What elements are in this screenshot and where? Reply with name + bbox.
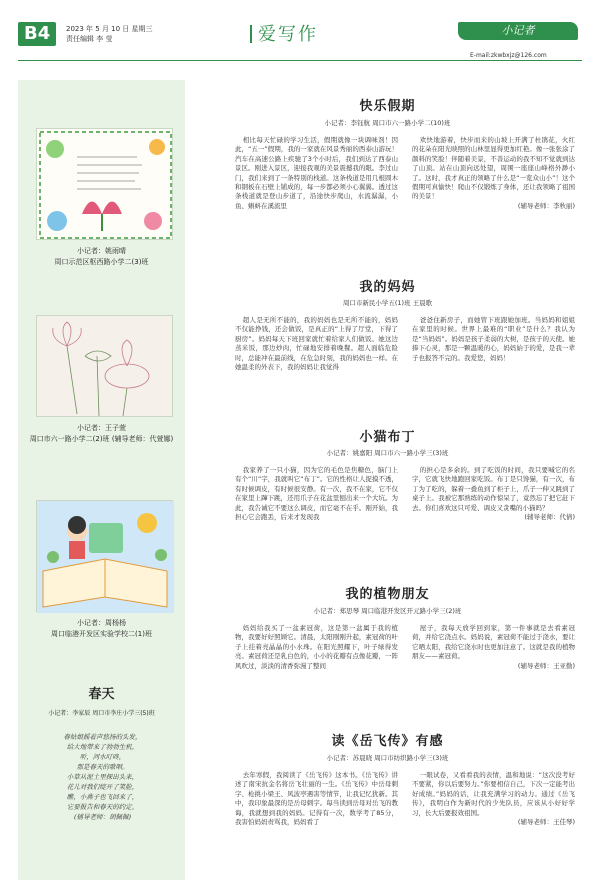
poem-line: 花儿对我们绽开了笑脸， bbox=[66, 783, 139, 791]
article-column: 我家养了一只小猫，因为它的毛色是焦糖色，脑门上有个“川”字，我就叫它“布丁”。它的性格让人捉摸不透，有时候调皮，有时候很安静。有一次，我不在家，它不仅在家里上蹿下跳，还用爪子在花盆里刨出来一个大坑。为此，我告诫它不要这么调皮，而它毫不在乎。刚开始，我担心它会跑丢，后来才发现我 bbox=[235, 466, 398, 522]
article-column: 相比每天忙碌的学习生活，假期就像一块调味剂！因此，“五一”假期，我的一家就在风景秀丽的西泰山游玩！汽车在高速公路上疾驰了3个小时后，我们到达了西泰山景区。刚进入景区，迎接我观的美景震撼我的眼。李过山门，我们来到了一条特别的栈道。这条栈道是用几根圆木和钢板在石壁上铺成的，每一步都必须小心翼翼。透过这条栈道就是登山步道了，沿途快步爬山，水流潺潺，小鱼、蝌蚪在溪流里 bbox=[235, 136, 398, 210]
contact-email: E-mail:zkwbxjz@126.com bbox=[470, 52, 547, 59]
article-teacher: (辅导老师：王亚勤) bbox=[517, 661, 575, 670]
lotus-sketch-art bbox=[37, 316, 174, 418]
poem-line: 给大地带来了勃勃生机。 bbox=[66, 743, 139, 751]
section-title-text: 爱写作 bbox=[258, 24, 318, 45]
book-poster-art bbox=[37, 501, 174, 613]
drawing-card-art bbox=[37, 129, 174, 241]
issue-date: 2023 年 5 月 10 日 星期三 bbox=[66, 25, 153, 33]
page-label: B4 bbox=[18, 22, 56, 46]
article-text: 欢快地游着，快步而来的山坡上开满了杜鹃花，火红的花朵在阳光映照的山林里显得更加红艳。像一张张涂了颜料的笑脸！伴随着美景，不善运动的我不知不觉就到达了山顶。站在山顶向远处望，周围一座座山峰格外渺小了。这时，我才真正的领略了什么是“一览众山小”！这个假期可真愉快！爬山不仅锻炼了身体，还让我领略了祖国的美景！ bbox=[412, 136, 575, 201]
poem-line: 春姑娘摇着声悠扬的头发， bbox=[63, 733, 142, 741]
article-body bbox=[235, 136, 575, 266]
poem-body bbox=[40, 732, 165, 822]
poem-title: 春天 bbox=[88, 687, 115, 702]
article-teacher: (辅导老师：代倩) bbox=[524, 513, 575, 522]
article-byline: 小记者：李钰航 周口市六一路小学二(10)班 bbox=[324, 119, 451, 127]
editor-line: 责任编辑 李 莹 bbox=[66, 35, 113, 43]
article-column bbox=[412, 466, 575, 572]
article-body bbox=[235, 466, 575, 572]
article-teacher: (辅导老师：王佳琴) bbox=[517, 818, 575, 827]
article-column: 超人是无所不能的，我的妈妈也是无所不能的，妈妈不仅能挣钱，还会做饭，是真正的“上得了厅堂，下得了厨房”。妈妈每天下班回家就忙着给家人们做饭。她这边蒸米饭，那边炒肉，忙碌地安排着晚餐。超人面临危险时，总能冲在最前线，在危急时刻，我的妈妈也一样。在她温柔的外表下，我的妈妈让我觉得 bbox=[235, 316, 398, 372]
brand-logo: 小记者 bbox=[458, 22, 578, 40]
left-sidebar bbox=[18, 80, 185, 880]
article-text: 一眼试卷，又看看我的表情，温和地说：“这次没考好不要紧，你以后要努力。”你要相信自己，下次一定能考出好成绩。”妈妈的话，让我充满学习的动力。通过《岳飞传》，我明白作为新时代的少先队员，应该从小好好学习，长大后要报效祖国。 bbox=[412, 771, 575, 817]
drawing-caption-school: 周口示范区枢西路小学二(3)班 bbox=[54, 258, 149, 266]
article-body bbox=[235, 624, 575, 724]
poem-byline: 小记者：李家辰 周口市李庄小学三(5)班 bbox=[48, 710, 155, 717]
article-text: 的担心是多余的。到了吃饭的时间，我只要喊它的名字，它就飞快地跑回家吃饭。布丁是只馋猫，有一次，布丁为了吃的，躲着一叠鱼到了柜子上，爪子一伸又跳到了桌子上。我被它那熟练的动作惊呆了，竟然忘了把它赶下去。你们喜欢这只可爱、调皮又贪嘴的小猫吗？ bbox=[412, 466, 575, 512]
article-column: 去年寒假，我阅读了《岳飞传》这本书。《岳飞传》讲述了南宋抗金名将岳飞壮丽的一生。《岳飞传》中岳母刺字、枪挑小梁王、风波亭遇害等情节，让我记忆犹新。其中，我印象最深的是岳母刺字。每当读到岳母对岳飞的教诲，我就想到我的妈妈。记得有一次，数学考了85分，我害怕妈妈责骂我，妈妈看了 bbox=[235, 771, 398, 827]
poem-line: 那是春天的歌唱。 bbox=[76, 763, 129, 771]
header-divider bbox=[18, 60, 582, 61]
article-byline: 周口市新民小学五(1)班 王晨歌 bbox=[342, 299, 433, 307]
poem-line: 它要报告和春天的约定。 bbox=[66, 803, 139, 811]
poem-line: 小草从泥土里探出头来， bbox=[66, 773, 139, 781]
article-body bbox=[235, 771, 575, 875]
article-column bbox=[412, 624, 575, 724]
lotus-sketch-image bbox=[36, 315, 173, 417]
article-title: 读《岳飞传》有感 bbox=[331, 734, 444, 749]
article-teacher: (辅导老师：李秋丽) bbox=[517, 201, 575, 210]
poster-caption-author: 小记者：周杨杨 bbox=[77, 619, 126, 627]
article-column: 爸爸住新房子，而她管下班跟她加班。当妈妈和姐姐在家里的时候。世界上最难的“职业”是什么？我认为是“当妈妈”。妈妈是孩子柔弱的大树，是孩子的天使。她捧下心灵，那是一颗温暖的心，妈妈始于的爱，是我一辈子也报答不完的。我爱您，妈妈！ bbox=[412, 316, 575, 362]
title-bar bbox=[250, 25, 252, 43]
article-title: 我的植物朋友 bbox=[345, 587, 430, 602]
sketch-caption-school: 周口市六一路小学二(2)班 (辅导老师：代萱娜) bbox=[29, 435, 174, 443]
poem-teacher: (辅导老师：胡佩佩) bbox=[73, 813, 132, 821]
article-title: 快乐假期 bbox=[359, 99, 416, 114]
article-byline: 小记者：苏晨晓 周口市纺织路小学三(3)班 bbox=[326, 754, 449, 762]
drawing-caption-author: 小记者：姚雨晴 bbox=[77, 247, 126, 255]
header-meta bbox=[66, 24, 153, 44]
article-title: 我的妈妈 bbox=[359, 280, 416, 295]
drawing-card-image bbox=[36, 128, 173, 240]
article-title: 小猫布丁 bbox=[359, 430, 416, 445]
section-title bbox=[250, 20, 318, 46]
article-column: 妈妈给我买了一盆素冠荷，这是第一盆属于我的植物，我要好好照顾它。清晨，太阳刚刚升起，素冠荷的叶子上挂着亮晶晶的小水珠。在阳光照耀下，叶子绿得发亮。素冠荷还是乳白色的，小小的花瓣有点像花瓣，一阵风吹过，淡淡的清香弥漫了整间 bbox=[235, 624, 398, 670]
poster-caption-school: 周口临港开发区实验学校二(1)班 bbox=[51, 630, 152, 638]
article-byline: 小记者：姚嘉阳 周口市六一路小学三(3)班 bbox=[326, 449, 449, 457]
poem-line: 听，河水叮咚， bbox=[79, 753, 126, 761]
sketch-caption-author: 小记者：王子萱 bbox=[77, 424, 126, 432]
article-column bbox=[412, 771, 575, 875]
article-text: 屋子，我每天放学回到家，第一件事就是去看素冠荷，并给它浇点水。妈妈说，素冠荷不能过于浇水，要让它晒太阳，我给它浇水时也更加注意了。这就是我的植物朋友——素冠荷。 bbox=[412, 624, 575, 661]
article-byline: 小记者：郑思琴 周口临港开发区开元路小学三(2)班 bbox=[313, 607, 462, 615]
article-column bbox=[412, 136, 575, 266]
article-body bbox=[235, 316, 575, 410]
poem-line: 瞧，小燕子也飞回来了， bbox=[66, 793, 139, 801]
articles-column bbox=[193, 80, 582, 880]
book-poster-image bbox=[36, 500, 173, 612]
page-header bbox=[0, 0, 600, 60]
